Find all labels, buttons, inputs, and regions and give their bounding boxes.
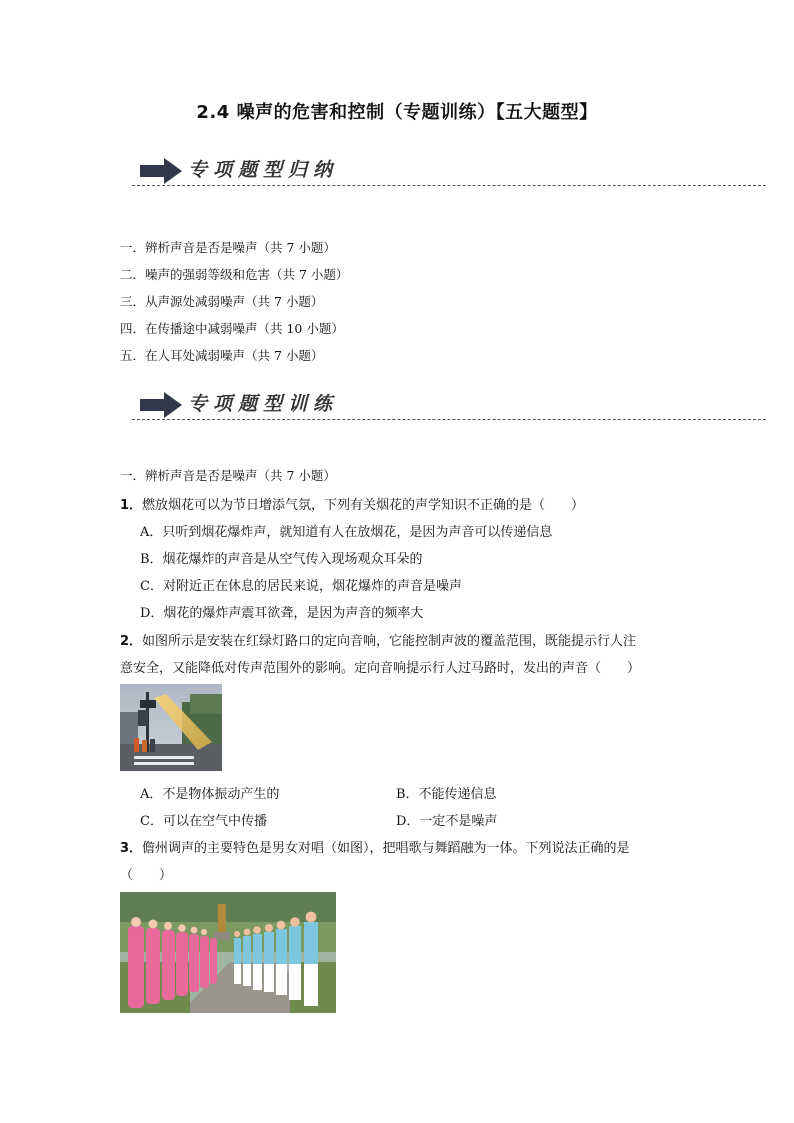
dashed-divider	[132, 185, 766, 186]
question-number: 1．	[120, 498, 143, 513]
question-2-option-b: B．不能传递信息	[396, 787, 497, 802]
document-title: 2.4 噪声的危害和控制（专题训练）【五大题型】	[196, 102, 598, 123]
section-banner-summary	[132, 154, 766, 190]
topic-list	[120, 238, 348, 373]
arrow-right-icon	[140, 392, 182, 418]
topic-item: 三．从声源处减弱噪声（共 7 小题）	[120, 294, 324, 309]
question-3-stem-line2: （ ）	[120, 868, 173, 883]
figure-directional-speaker	[120, 684, 222, 771]
figure-duet-singers	[120, 892, 336, 1013]
banner-label: 专项题型归纳	[188, 159, 339, 181]
question-1-option-a: A．只听到烟花爆炸声，就知道有人在放烟花，是因为声音可以传递信息	[140, 525, 553, 540]
question-1-option-d: D．烟花的爆炸声震耳欲聋，是因为声音的频率大	[140, 606, 424, 621]
question-2-option-d: D．一定不是噪声	[396, 814, 498, 829]
banner-label: 专项题型训练	[188, 393, 339, 415]
question-text: 燃放烟花可以为节日增添气氛，下列有关烟花的声学知识不正确的是（ ）	[142, 498, 585, 513]
question-1-option-b: B．烟花爆炸的声音是从空气传入现场观众耳朵的	[140, 552, 423, 567]
question-1-stem	[120, 494, 584, 513]
question-3-stem-line1	[120, 837, 630, 856]
topic-item: 二．噪声的强弱等级和危害（共 7 小题）	[120, 267, 349, 282]
question-1-option-c: C．对附近正在休息的居民来说，烟花爆炸的声音是噪声	[140, 579, 462, 594]
section-heading: 一．辨析声音是否是噪声（共 7 小题）	[120, 468, 336, 483]
topic-item: 五．在人耳处减弱噪声（共 7 小题）	[120, 348, 324, 363]
question-2-stem-line2: 意安全，又能降低对传声范围外的影响。定向音响提示行人过马路时，发出的声音（ ）	[120, 661, 641, 676]
topic-item: 一．辨析声音是否是噪声（共 7 小题）	[120, 240, 336, 255]
arrow-right-icon	[140, 158, 182, 184]
question-2-option-a: A．不是物体振动产生的	[140, 787, 280, 802]
question-number: 3．	[120, 841, 143, 856]
question-text: 如图所示是安装在红绿灯路口的定向音响，它能控制声波的覆盖范围，既能提示行人注	[142, 634, 637, 649]
question-2-option-c: C．可以在空气中传播	[140, 814, 267, 829]
topic-item: 四．在传播途中减弱噪声（共 10 小题）	[120, 321, 344, 336]
question-text: 儋州调声的主要特色是男女对唱（如图），把唱歌与舞蹈融为一体。下列说法正确的是	[142, 841, 630, 856]
question-number: 2．	[120, 634, 143, 649]
question-2-stem-line1	[120, 630, 636, 649]
section-banner-training	[132, 388, 766, 424]
dashed-divider	[132, 419, 766, 420]
